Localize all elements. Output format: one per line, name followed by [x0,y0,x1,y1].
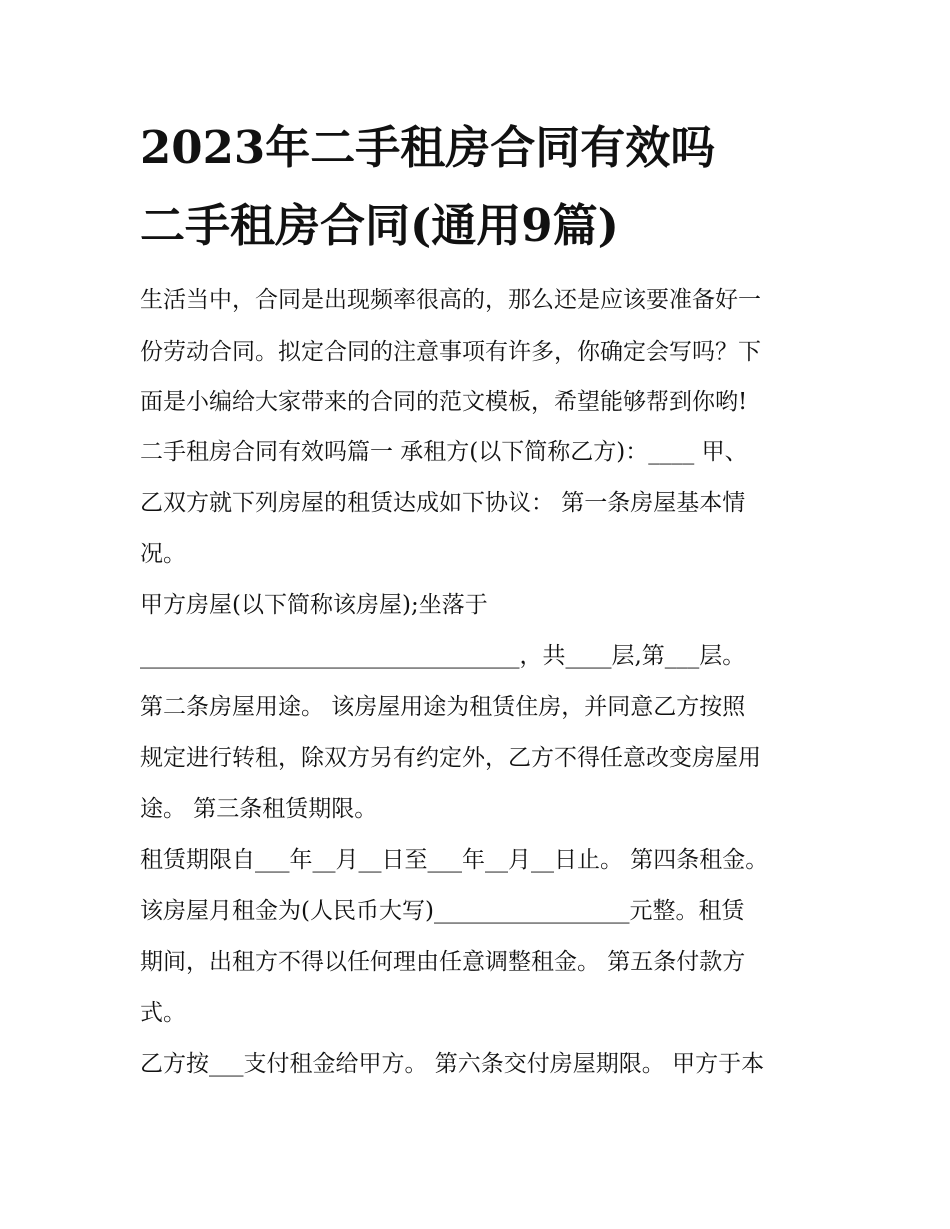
body-line: 式。 [140,1000,186,1026]
body-line: 况。 [140,541,186,567]
body-line: 租赁期限自___年__月__日至___年__月__日止。 第四条租金。 [140,847,769,873]
body-line: 生活当中，合同是出现频率很高的，那么还是应该要准备好一 [140,287,761,313]
body-line: 该房屋月租金为(人民币大写)_________________元整。租赁 [140,898,745,924]
body-line: 途。 第三条租赁期限。 [140,796,378,822]
document-title-line-1: 2023年二手租房合同有效吗 [140,121,716,174]
body-line: 规定进行转租，除双方另有约定外，乙方不得任意改变房屋用 [140,745,761,771]
body-line: _________________________________，共____层,第___层。 [140,643,746,669]
body-line: 面是小编给大家带来的合同的范文模板，希望能够帮到你哟! [140,389,748,415]
document-title-line-2: 二手租房合同(通用9篇) [140,199,619,252]
body-line: 二手租房合同有效吗篇一 承租方(以下简称乙方)：____ 甲、 [140,439,748,465]
body-line: 份劳动合同。拟定合同的注意事项有许多，你确定会写吗？下 [140,339,761,365]
body-line: 第二条房屋用途。 该房屋用途为租赁住房，并同意乙方按照 [140,694,746,720]
body-line: 甲方房屋(以下简称该房屋);坐落于 [140,592,488,618]
body-line: 乙方按___支付租金给甲方。 第六条交付房屋期限。 甲方于本 [140,1051,765,1077]
body-line: 乙双方就下列房屋的租赁达成如下协议： 第一条房屋基本情 [140,490,746,516]
body-line: 期间，出租方不得以任何理由任意调整租金。 第五条付款方 [140,949,746,975]
